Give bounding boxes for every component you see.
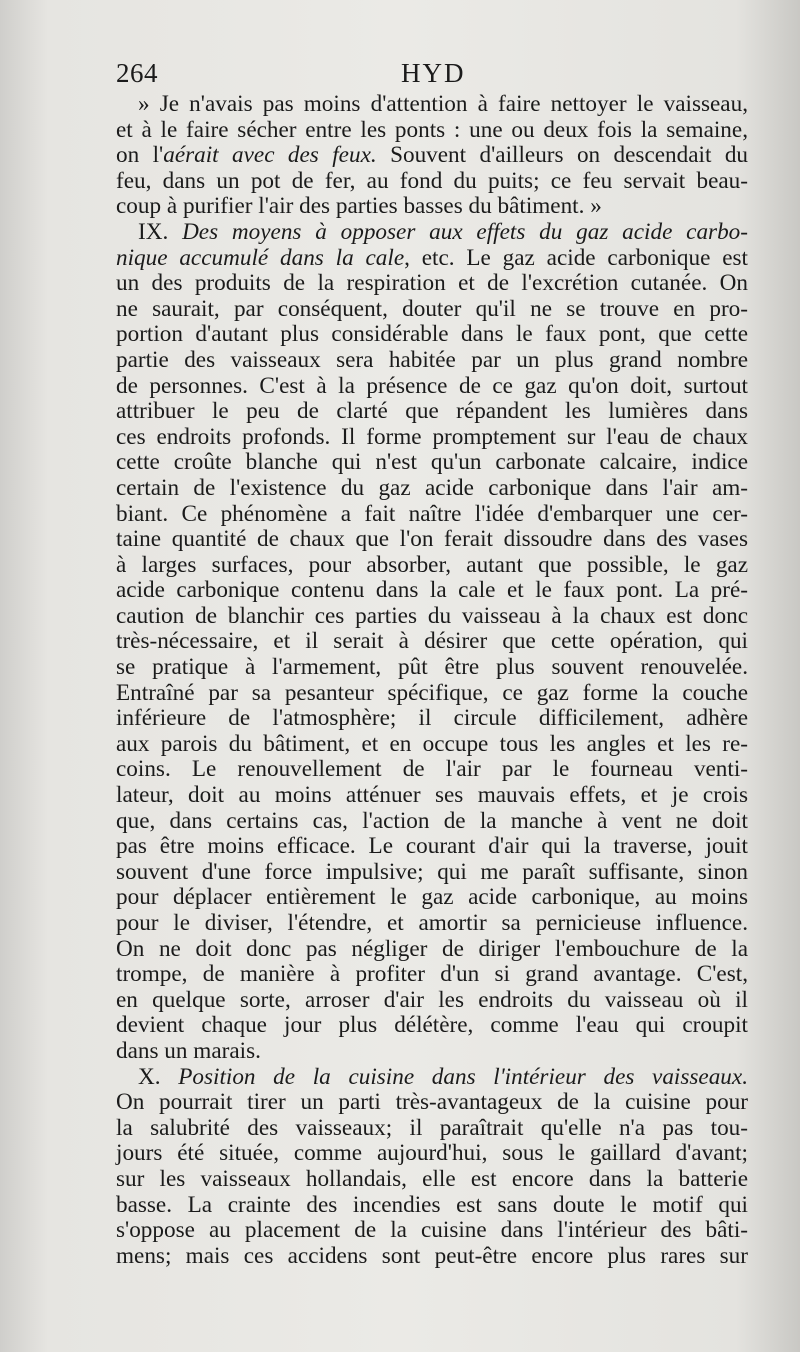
text-line: [116, 1116, 748, 1142]
line-text: caution de blanchir ces parties du vaisseau à la chaux est donc: [116, 602, 748, 629]
line-text: , etc. Le gaz acide carbonique est: [404, 244, 748, 271]
text-line: [116, 143, 748, 169]
text-line: [116, 783, 748, 809]
italic-text: Des moyens à opposer aux effets du gaz acide carbo-: [182, 218, 748, 245]
line-text: pas être moins efficace. Le courant d'air qui la traverse, jouit: [116, 833, 748, 860]
line-text: ne saurait, par conséquent, douter qu'il ne se trouve en pro-: [116, 295, 748, 322]
line-text: trompe, de manière à profiter d'un si grand avantage. C'est,: [116, 961, 748, 988]
text-line: [116, 450, 748, 476]
line-text: ces endroits profonds. Il forme promptement sur l'eau de chaux: [116, 423, 748, 450]
text-line: [116, 1090, 748, 1116]
text-line: [116, 502, 748, 528]
text-line: [116, 1065, 748, 1091]
line-text: certain de l'existence du gaz acide carbonique dans l'air am-: [116, 474, 748, 501]
line-text: un des produits de la respiration et de l'excrétion cutanée. On: [116, 270, 748, 297]
text-line: [116, 246, 748, 272]
text-line: [116, 809, 748, 835]
line-text: Entraîné par sa pesanteur spécifique, ce gaz forme la couche: [116, 679, 748, 706]
line-text: s'oppose au placement de la cuisine dans l'intérieur des bâti-: [116, 1217, 748, 1244]
running-head: HYD: [401, 58, 466, 88]
text-line: [116, 348, 748, 374]
text-line: [116, 527, 748, 553]
italic-text: aérait avec des feux.: [163, 142, 377, 169]
text-line: [116, 962, 748, 988]
text-line: [116, 271, 748, 297]
line-text: biant. Ce phénomène a fait naître l'idée d'embarquer une cer-: [116, 500, 748, 527]
text-line: [116, 706, 748, 732]
text-line: [116, 732, 748, 758]
line-text: se pratique à l'armement, pût être plus souvent renouvelée.: [116, 654, 748, 681]
line-text: On ne doit donc pas négliger de diriger l'embouchure de la: [116, 935, 748, 962]
text-line: [116, 937, 748, 963]
line-text: On pourrait tirer un parti très-avantageux de la cuisine pour: [116, 1089, 748, 1116]
text-line: [116, 92, 748, 118]
line-text: très-nécessaire, et il serait à désirer que cette opération, qui: [116, 628, 748, 655]
line-text: inférieure de l'atmosphère; il circule difficilement, adhère: [116, 705, 748, 732]
line-text: cette croûte blanche qui n'est qu'un carbonate calcaire, indice: [116, 449, 748, 476]
line-text: à larges surfaces, pour absorber, autant que possible, le gaz: [116, 551, 748, 578]
text-line: [116, 1039, 748, 1065]
italic-text: nique accumulé dans la cale: [116, 244, 405, 271]
line-text: souvent d'une force impulsive; qui me paraît suffisante, sinon: [116, 858, 748, 885]
line-text: devient chaque jour plus délétère, comme l'eau qui croupit: [116, 1012, 748, 1039]
text-line: [116, 834, 748, 860]
text-line: [116, 1193, 748, 1219]
text-line: [116, 118, 748, 144]
text-line: [116, 374, 748, 400]
text-line: [116, 911, 748, 937]
text-line: [116, 604, 748, 630]
line-text: on l': [116, 142, 164, 169]
text-line: [116, 553, 748, 579]
body-text: [116, 92, 748, 1269]
line-text: pour déplacer entièrement le gaz acide carbonique, au moins: [116, 884, 748, 911]
text-line: [116, 860, 748, 886]
page-header: [116, 58, 744, 94]
line-text: IX.: [138, 218, 183, 245]
line-text: en quelque sorte, arroser d'air les endroits du vaisseau où il: [116, 986, 748, 1013]
line-text: taine quantité de chaux que l'on ferait dissoudre dans des vases: [116, 526, 748, 553]
line-text: basse. La crainte des incendies est sans doute le motif qui: [116, 1191, 748, 1218]
line-text: Souvent d'ailleurs on descendait du: [376, 142, 749, 169]
text-line: [116, 169, 748, 195]
line-text: partie des vaisseaux sera habitée par un plus grand nombre: [116, 346, 748, 373]
line-text: portion d'autant plus considérable dans le faux pont, que cette: [116, 321, 748, 348]
text-line: [116, 1141, 748, 1167]
text-line: [116, 988, 748, 1014]
text-line: [116, 476, 748, 502]
line-text: de personnes. C'est à la présence de ce gaz qu'on doit, surtout: [116, 372, 748, 399]
line-text: que, dans certains cas, l'action de la manche à vent ne doit: [116, 807, 748, 834]
line-text: et à le faire sécher entre les ponts : une ou deux fois la semaine,: [116, 116, 748, 143]
text-line: [116, 681, 748, 707]
line-text: aux parois du bâtiment, et en occupe tous les angles et les re-: [116, 730, 748, 757]
text-line: [116, 1013, 748, 1039]
line-text: coins. Le renouvellement de l'air par le fourneau venti-: [116, 756, 748, 783]
line-text: sur les vaisseaux hollandais, elle est encore dans la batterie: [116, 1165, 748, 1192]
line-text: coup à purifier l'air des parties basses du bâtiment. »: [116, 193, 602, 220]
italic-text: Position de la cuisine dans l'intérieur des vaisseaux.: [178, 1063, 748, 1090]
line-text: mens; mais ces accidens sont peut-être encore plus rares sur: [116, 1242, 748, 1269]
text-line: [116, 885, 748, 911]
text-line: [116, 220, 748, 246]
text-line: [116, 322, 748, 348]
line-text: X.: [138, 1063, 179, 1090]
text-line: [116, 1244, 748, 1270]
line-text: » Je n'avais pas moins d'attention à faire nettoyer le vaisseau,: [138, 91, 748, 117]
line-text: jours été située, comme aujourd'hui, sous le gaillard d'avant;: [116, 1140, 748, 1167]
line-text: dans un marais.: [116, 1037, 261, 1064]
text-line: [116, 757, 748, 783]
text-line: [116, 578, 748, 604]
line-text: pour le diviser, l'étendre, et amortir sa pernicieuse influence.: [116, 910, 748, 936]
text-line: [116, 399, 748, 425]
text-line: [116, 1218, 748, 1244]
text-line: [116, 629, 748, 655]
line-text: feu, dans un pot de fer, au fond du puits; ce feu servait beau-: [116, 167, 748, 194]
page-number: 264: [116, 58, 158, 88]
line-text: la salubrité des vaisseaux; il paraîtrait qu'elle n'a pas tou-: [116, 1114, 748, 1141]
text-line: [116, 655, 748, 681]
text-line: [116, 297, 748, 323]
text-line: [116, 194, 748, 220]
line-text: attribuer le peu de clarté que répandent les lumières dans: [116, 398, 748, 425]
line-text: acide carbonique contenu dans la cale et le faux pont. La pré-: [116, 577, 748, 604]
line-text: lateur, doit au moins atténuer ses mauvais effets, et je crois: [116, 782, 748, 809]
text-line: [116, 425, 748, 451]
text-line: [116, 1167, 748, 1193]
